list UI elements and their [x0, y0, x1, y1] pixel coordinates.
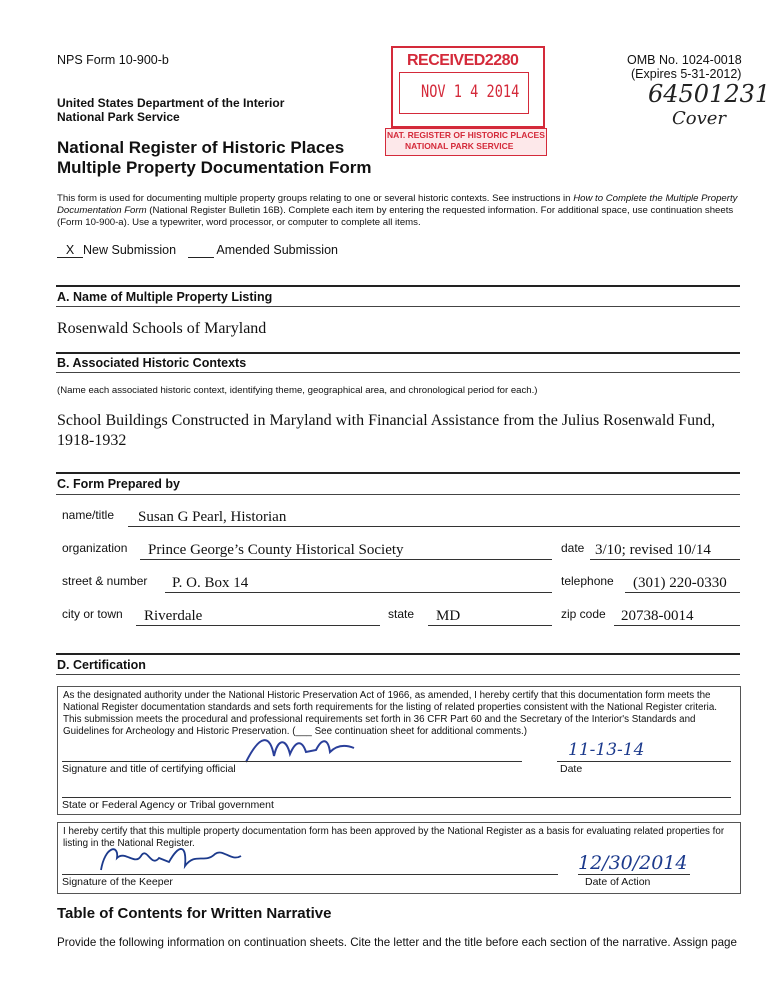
historic-contexts-value[interactable]: School Buildings Constructed in Maryland with Financial Assistance from the Julius Rosenwald Fund, 1918-1932 — [57, 412, 716, 449]
section-d-title: D. Certification — [57, 658, 146, 672]
organization-label: organization — [62, 541, 128, 555]
stamp-date: NOV 1 4 2014 — [421, 82, 520, 102]
received-stamp — [387, 46, 545, 156]
service-name: National Park Service — [57, 110, 180, 124]
field-underline — [136, 625, 380, 626]
omb-number: OMB No. 1024-0018 — [627, 53, 742, 67]
department-name: United States Department of the Interior — [57, 96, 285, 110]
divider — [56, 653, 740, 655]
agency-line — [62, 797, 731, 798]
form-title-line2: Multiple Property Documentation Form — [57, 158, 372, 177]
zip-field[interactable]: 20738-0014 — [621, 608, 694, 624]
submission-type — [57, 243, 338, 258]
divider — [56, 494, 740, 495]
handwritten-ref: 64501231 — [648, 80, 771, 108]
street-field[interactable]: P. O. Box 14 — [172, 575, 249, 591]
section-a-title: A. Name of Multiple Property Listing — [57, 290, 273, 304]
name-title-label: name/title — [62, 508, 115, 522]
field-underline — [165, 592, 552, 593]
instructions-text: This form is used for documenting multiple property groups relating to one or several historic contexts. See instructions in How to Complete the Multiple Property Documentation Form (National Register Bulletin 16B). Complete each item by entering the requested information. For additional space, use continuation sheets (Form 10-900-a). Use a typewriter, word processor, or computer to complete all items. — [57, 193, 738, 228]
date-of-action-label: Date of Action — [585, 876, 651, 888]
stamp-received: RECEIVED2280 — [407, 52, 519, 69]
street-label: street & number — [62, 574, 148, 588]
agency-label: State or Federal Agency or Tribal government — [62, 799, 274, 811]
field-underline — [614, 625, 740, 626]
new-submission-checkbox[interactable]: X — [57, 243, 83, 258]
divider — [56, 372, 740, 373]
property-listing-name[interactable]: Rosenwald Schools of Maryland — [57, 320, 267, 337]
field-underline — [590, 559, 740, 560]
field-underline — [625, 592, 740, 593]
divider — [56, 352, 740, 354]
date-field[interactable]: 3/10; revised 10/14 — [595, 542, 711, 558]
name-title-field[interactable]: Susan G Pearl, Historian — [138, 509, 287, 525]
divider — [56, 472, 740, 474]
section-b-title: B. Associated Historic Contexts — [57, 356, 247, 370]
certification-date-value[interactable]: 11-13-14 — [568, 740, 645, 760]
form-title-line1: National Register of Historic Places — [57, 138, 345, 157]
keeper-signature-line — [62, 874, 558, 875]
keeper-signature-label: Signature of the Keeper — [62, 876, 173, 888]
state-label: state — [388, 607, 415, 621]
signature-scribble-icon — [240, 730, 360, 770]
divider — [56, 674, 740, 675]
organization-field[interactable]: Prince George’s County Historical Society — [148, 542, 404, 558]
date-label: date — [561, 541, 585, 555]
handwritten-note: Cover — [672, 108, 727, 129]
approval-text: I hereby certify that this multiple property documentation form has been approved by the National Register as a basis for evaluating related properties for listing in the National Register. — [63, 826, 725, 849]
city-label: city or town — [62, 607, 123, 621]
action-date-line — [578, 874, 690, 875]
section-c-title: C. Form Prepared by — [57, 477, 180, 491]
amended-submission-label: Amended Submission — [216, 243, 338, 257]
certifying-signature-label: Signature and title of certifying official — [62, 763, 236, 775]
new-submission-label: New Submission — [83, 243, 177, 257]
field-underline — [140, 559, 552, 560]
certifying-signature[interactable] — [240, 730, 360, 776]
signature-scribble-icon — [95, 840, 245, 876]
certification-text: As the designated authority under the National Historic Preservation Act of 1966, as amended, I hereby certify that this documentation form meets the National Register documentation standards and sets forth requirements for the listing of related properties consistent with the National Register criteria. This submission meets the procedural and professional requirements set forth in 36 CFR Part 60 and the Secretary of the Interior's Standards and Guidelines for Archeology and Historic Preservation. (___ See continuation sheet for additional comments.) — [63, 690, 718, 737]
certification-date-label: Date — [560, 763, 583, 775]
divider — [56, 285, 740, 287]
date-of-action-value[interactable]: 12/30/2014 — [578, 852, 688, 874]
city-field[interactable]: Riverdale — [144, 608, 203, 624]
telephone-label: telephone — [561, 574, 614, 588]
toc-instructions: Provide the following information on continuation sheets. Cite the letter and the title before each section of the narrative. Assign page — [57, 936, 737, 949]
stamp-line1: NAT. REGISTER OF HISTORIC PLACES — [387, 130, 545, 140]
omb-expires: (Expires 5-31-2012) — [631, 67, 742, 81]
field-underline — [428, 625, 552, 626]
section-b-note: (Name each associated historic context, identifying theme, geographical area, and chronological period for each.) — [57, 385, 538, 396]
zip-label: zip code — [561, 607, 606, 621]
form-number: NPS Form 10-900-b — [57, 53, 169, 67]
divider — [56, 306, 740, 307]
date-line — [557, 761, 731, 762]
stamp-line2: NATIONAL PARK SERVICE — [405, 141, 514, 151]
telephone-field[interactable]: (301) 220-0330 — [633, 575, 727, 591]
state-field[interactable]: MD — [436, 608, 461, 624]
toc-title: Table of Contents for Written Narrative — [57, 905, 332, 922]
signature-line — [62, 761, 522, 762]
amended-submission-checkbox[interactable] — [188, 243, 214, 258]
field-underline — [128, 526, 740, 527]
